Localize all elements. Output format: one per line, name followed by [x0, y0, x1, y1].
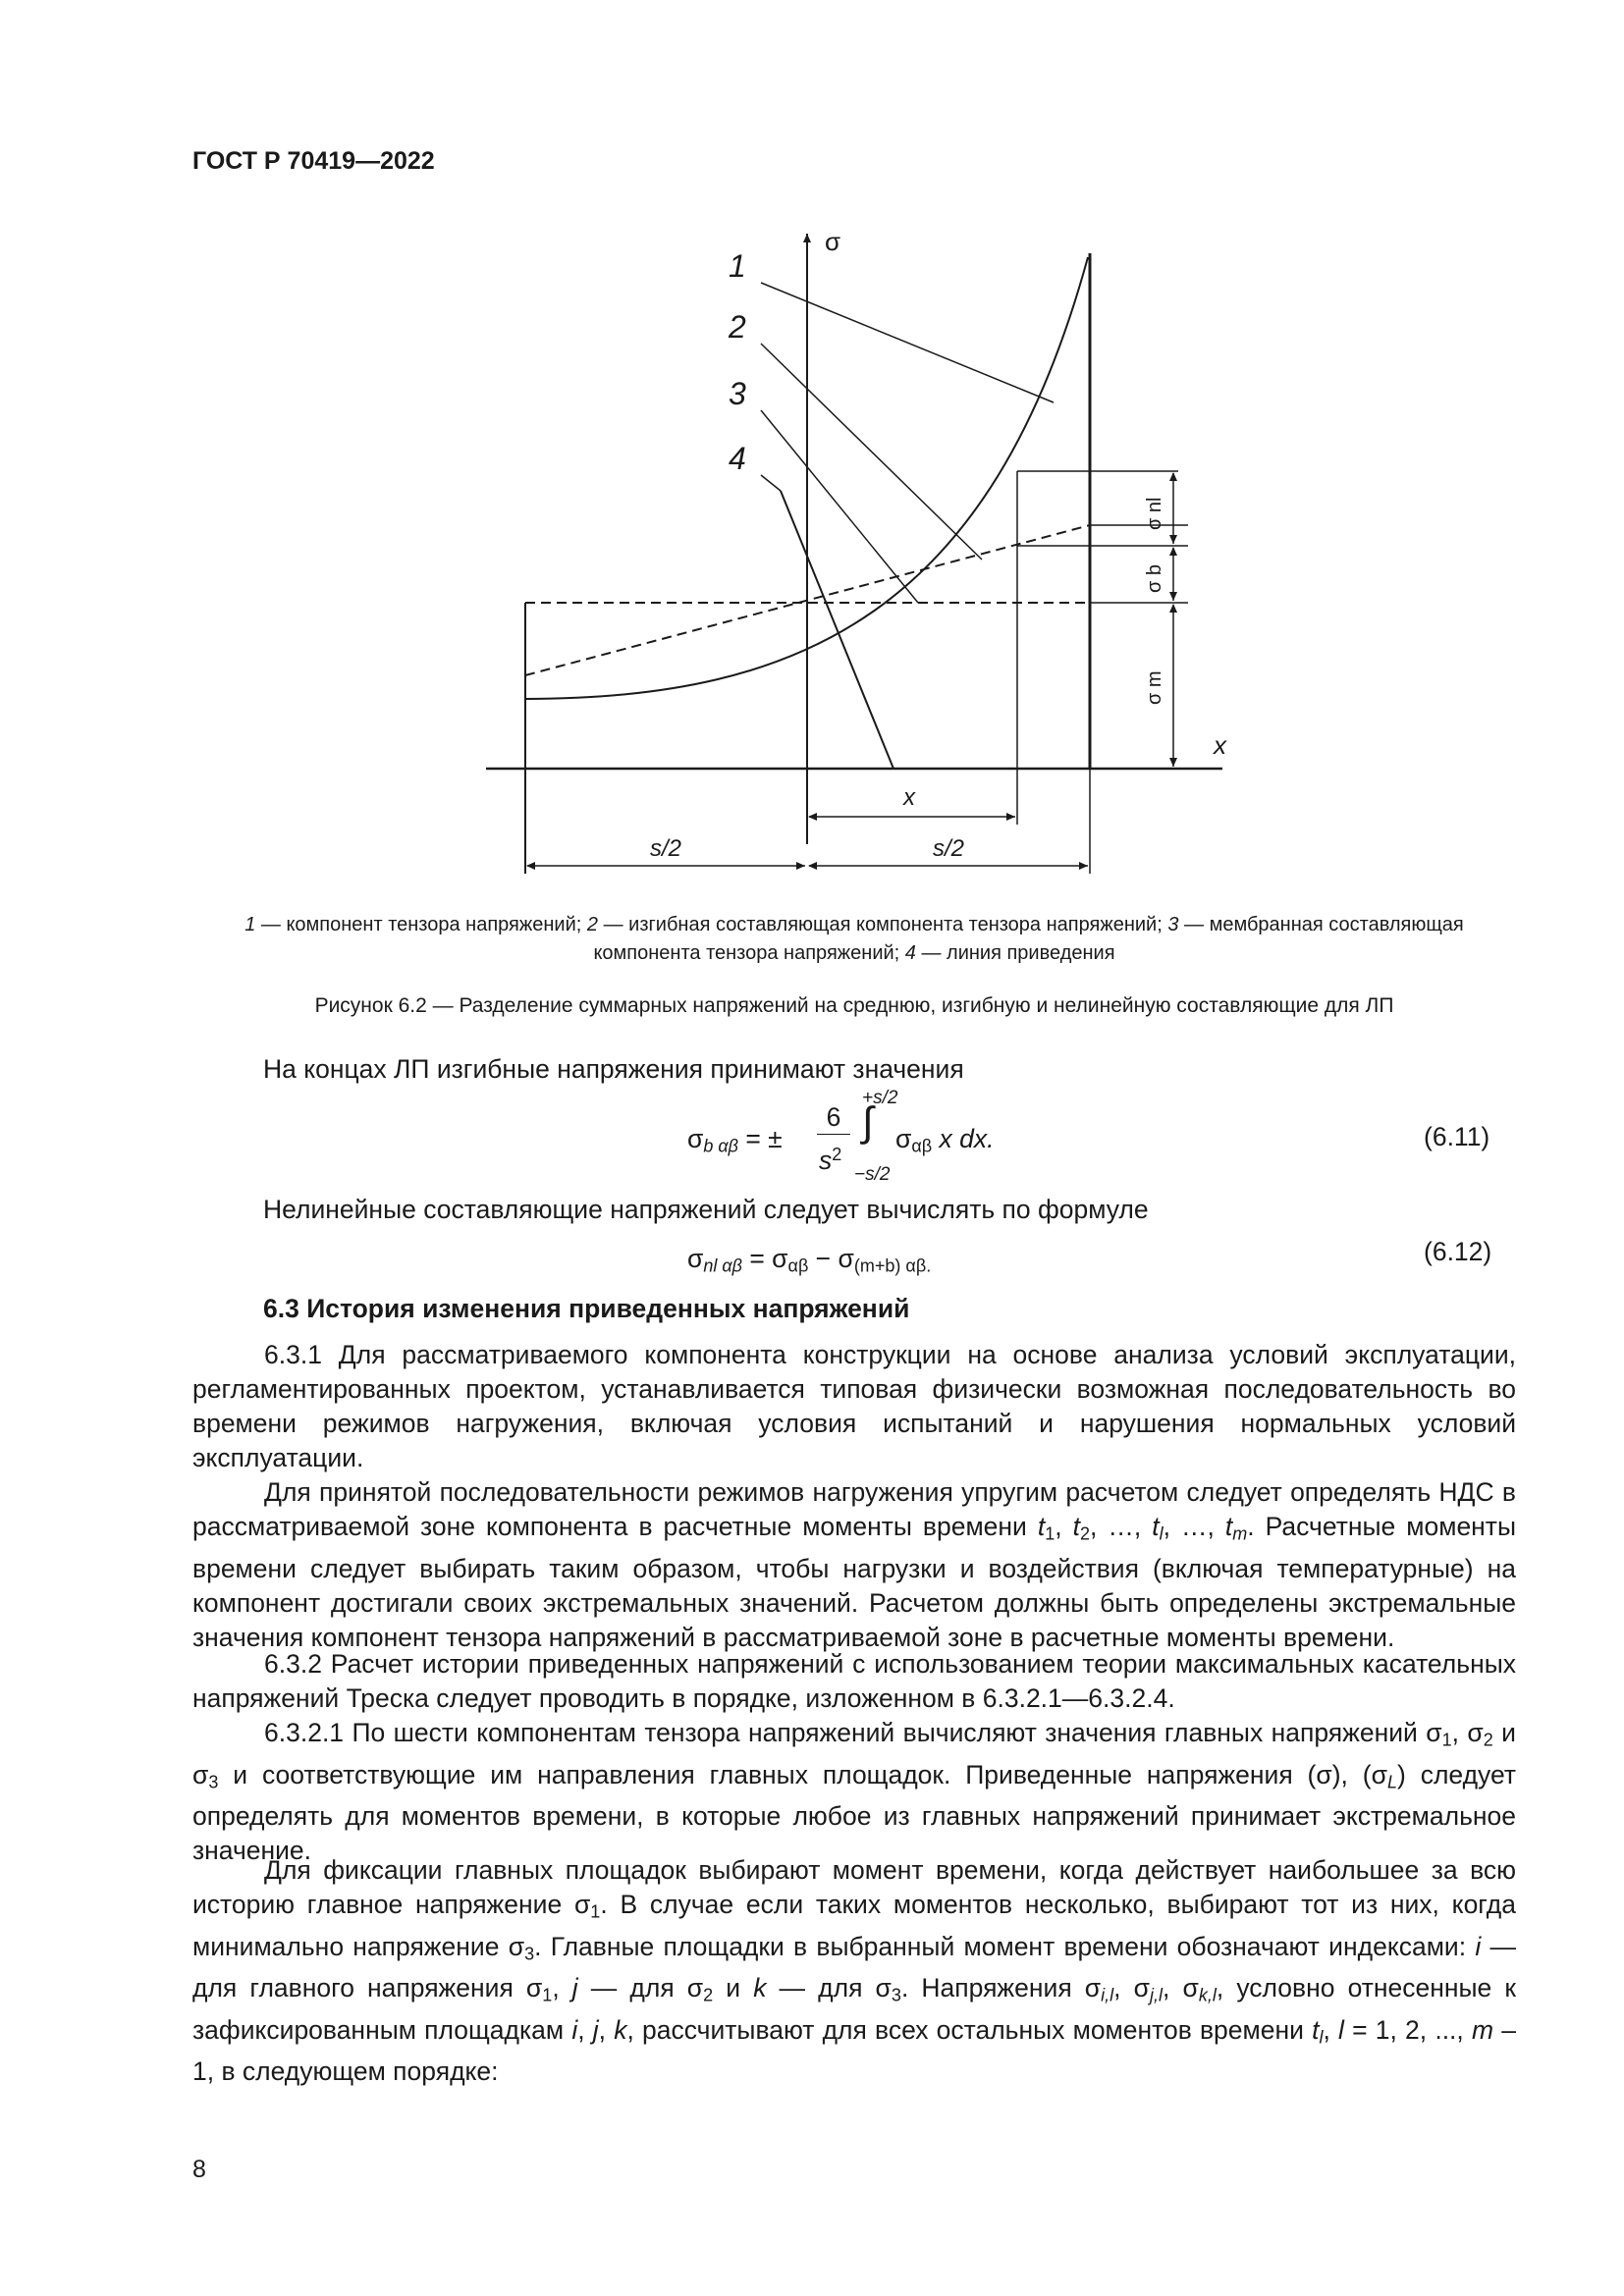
x-axis-label: x — [1214, 730, 1226, 760]
leader-3 — [761, 410, 918, 603]
equation-6-11: $\sigma_{b \alpha\beta}$ = ± 6 $s^2$ +s/2 ∫ −s/2 $\sigma_{\alpha\beta}$ x dx. — [687, 1088, 995, 1185]
leader-4 — [761, 475, 781, 491]
paragraph-6-3-2: 6.3.2 Расчет истории приведенных напряжений с использованием теории максимальных касательных напряжений Треска следует проводить в порядке, изложенном в 6.3.2.1—6.3.2.4. — [192, 1649, 1516, 1713]
equation-number-6-12: (6.12) — [1424, 1237, 1492, 1266]
intro-6-11: На концах ЛП изгибные напряжения принимают значения — [263, 1054, 964, 1084]
figure-legend: 1 — компонент тензора напряжений; 2 — изгибная составляющая компонента тензора напряжений; 3 — мембранная составляющая компонента тензора напряжений; 4 — линия приведения — [244, 914, 1464, 964]
s-dim-left-label: s/2 — [650, 835, 682, 862]
paragraph-6-3-1: 6.3.1 Для рассматриваемого компонента конструкции на основе анализа условий эксплуатации, регламентированных проектом, устанавливается типовая физически возможная последовательность во времени режимов нагружения, включая условия испытаний и нарушения нормальных условий эксплуатации. — [192, 1340, 1516, 1472]
label-3: 3 — [729, 376, 746, 411]
intro-6-12: Нелинейные составляющие напряжений следует вычислять по формуле — [263, 1195, 1149, 1224]
sigma-axis-label: σ — [825, 227, 841, 256]
leader-1 — [761, 283, 1054, 402]
linearization-line — [781, 491, 893, 769]
paragraph-6-3-2-1: 6.3.2.1 По шести компонентам тензора напряжений вычисляют значения главных напряжений $\sigma_1$, $\sigma_2$ и $\sigma_3$ и соответствующие им направления главных площадок. Приведенные напряжения (σ), $(\sigma_L)$ следует определять для моментов времени, в которые любое из главных напряжений принимает экстремальное значение. — [192, 1718, 1516, 1865]
label-2: 2 — [729, 309, 746, 345]
x-dim-label: x — [903, 784, 915, 811]
page-number: 8 — [192, 2156, 206, 2183]
sigma-nl-label: σ nl — [1144, 497, 1165, 530]
equation-6-12: $\sigma_{nl \alpha\beta} = \sigma_{\alpha\beta} - \sigma_{(m+b) \alpha\beta.}$ — [687, 1244, 932, 1276]
label-4: 4 — [729, 441, 746, 476]
figure-caption: Рисунок 6.2 — Разделение суммарных напряжений на среднюю, изгибную и нелинейную составляющие для ЛП — [314, 994, 1394, 1017]
section-heading-6-3: 6.3 История изменения приведенных напряжений — [263, 1294, 910, 1323]
sigma-m-label: σ m — [1144, 670, 1165, 705]
paragraph-loading-sequence: Для принятой последовательности режимов нагружения упругим расчетом следует определять НДС в рассматриваемой зоне компонента в расчетные моменты времени $t_1$, $t_2$, …, $t_l$, …, $t_m$. Расчетные моменты времени следует выбирать таким образом, чтобы нагрузки и воздействия (включая температурные) на компонент достигали своих экстремальных значений. Расчетом должны быть определены экстремальные значения компонент тензора напряжений в рассматриваемой зоне в расчетные моменты времени. — [192, 1477, 1516, 1652]
stress-decomposition-figure — [461, 221, 1247, 888]
s-dim-right-label: s/2 — [933, 835, 965, 862]
paragraph-principal-planes: Для фиксации главных площадок выбирают момент времени, когда действует наибольшее за всю историю главное напряжение $\sigma_1$. В случае если таких моментов несколько, выбирают тот из них, когда минимально напряжение $\sigma_3$. Главные площадки в выбранный момент времени обозначают индексами: i — для главного напряжения $\sigma_1$, j — для $\sigma_2$ и k — для $\sigma_3$. Напряжения $\sigma_{i,l}$, $\sigma_{j,l}$, $\sigma_{k,l}$, условно отнесенные к зафиксированным площадкам i, j, k, рассчитывают для всех остальных моментов времени $t_l$, l = 1, 2, ..., m – 1, в следующем порядке: — [192, 1855, 1516, 2086]
sigma-b-label: σ b — [1144, 563, 1165, 593]
document-header: ГОСТ Р 70419—2022 — [192, 147, 435, 175]
label-1: 1 — [729, 248, 746, 284]
equation-number-6-11: (6.11) — [1424, 1122, 1490, 1151]
